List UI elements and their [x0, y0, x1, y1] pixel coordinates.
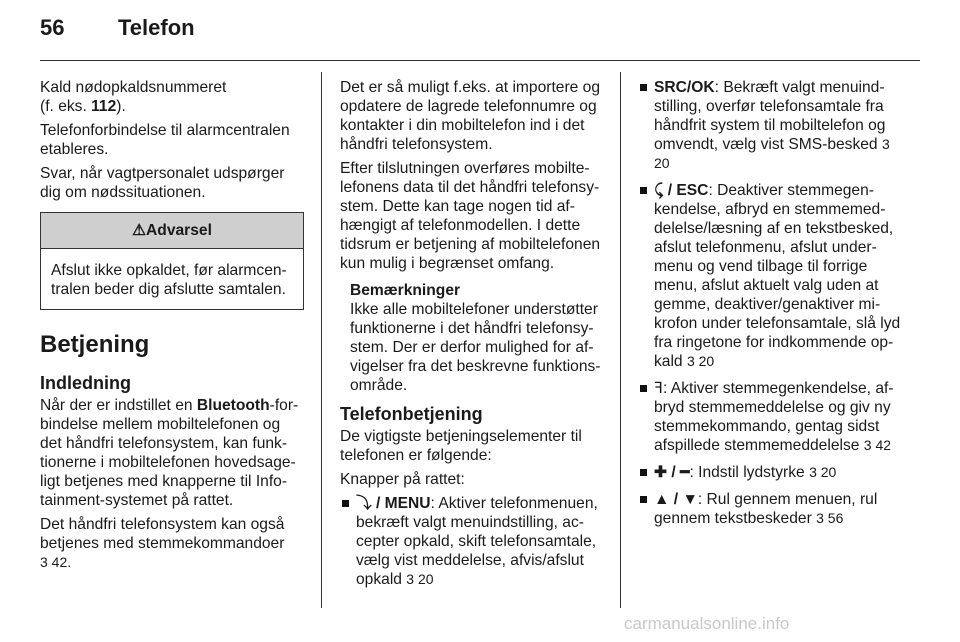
voice-icon: ꟻ: [654, 380, 663, 397]
watermark: carmanualsonline.info: [624, 614, 790, 633]
text: : Bekræft valgt menuind-stilling, overfør telefonsamtale fra håndfrit system til mobiltelefon og omvendt, vælg vist SMS-besked: [654, 79, 886, 153]
page-reference: 3 20: [406, 571, 434, 587]
text: : Aktiver telefonmenuen, bekræft valgt menuindstilling, ac-cepter opkald, skift telefonsamtale, vælg vist meddelelse, afvis/afslut opkald: [356, 495, 598, 588]
column-divider-1: [321, 72, 322, 608]
arrow-up-icon: ▲: [654, 491, 670, 508]
page-number: 56: [40, 15, 65, 40]
text: Det håndfri telefonsystem kan også betjenes med stemmekommandoer: [40, 516, 285, 552]
bullet: [640, 385, 647, 392]
text: : Aktiver stemmegenkendelse, af-bryd stemmemeddelelse og giv ny stemmekommando, gentag sidst afspillede stemmemeddelelse: [654, 380, 894, 454]
column-3: [638, 78, 906, 536]
page-header: [40, 15, 195, 40]
paragraph-emergency-call: [40, 78, 304, 116]
page-reference: 3 42: [863, 437, 892, 453]
page-title: Telefon: [118, 15, 195, 40]
keyword-esc: ESC: [676, 182, 709, 199]
list-item-voice: [638, 379, 906, 455]
warning-title: Advarsel: [146, 222, 212, 239]
list-item-volume: [638, 463, 906, 482]
warning-body: Afslut ikke opkaldet, før alarmcen-tralen beder dig afslutte samtalen.: [51, 262, 287, 298]
paragraph-steering-buttons: Knapper på rattet:: [340, 471, 465, 488]
hangup-icon: ⤹: [654, 182, 664, 199]
text: -for-bindelse mellem mobiltelefonen og det håndfri telefonsystem, kan funk-tionerne i mobiltelefonen hovedsage-ligt betjenes med knapperne til Info-tainment-systemet på rattet.: [40, 397, 299, 509]
paragraph-answer: Svar, når vagtpersonalet udspørger dig om nødssituationen.: [40, 165, 285, 201]
keyword-bluetooth: Bluetooth: [196, 397, 270, 414]
bullet: [342, 500, 349, 507]
separator: /: [667, 464, 681, 481]
keyword-src-ok: SRC/OK: [654, 79, 715, 96]
text: : Rul gennem menuen, rul gennem tekstbeskeder: [654, 491, 878, 527]
paragraph-connection: Telefonforbindelse til alarmcentralen etableres.: [40, 122, 290, 158]
warning-header: [41, 213, 303, 249]
arrow-down-icon: ▼: [682, 491, 698, 508]
header-rule: [40, 60, 920, 61]
page-reference: 3 20: [809, 464, 837, 480]
list-item-esc: [638, 181, 906, 371]
page-reference: 3 42.: [40, 554, 72, 570]
note-body: Ikke alle mobiltelefoner understøtter funktionerne i det håndfri telefonsy-stem. Der er derfor mulighed for af-vigelser fra det beskrevne funktions-område.: [350, 301, 601, 394]
page-reference: 3 20: [686, 353, 715, 369]
list-item-src-ok: [638, 78, 906, 173]
minus-icon: ━: [680, 464, 690, 481]
paragraph-transfer: Efter tilslutningen overføres mobilte-lefonens data til det håndfri telefonsy-stem. Dette kan tage nogen tid af-hængigt af telefonmodellen. I dette tidsrum er betjening af mobiltelefonen kun mulig i begrænset omfang.: [340, 160, 601, 272]
paragraph-bluetooth: [40, 396, 304, 510]
warning-icon: ⚠: [132, 222, 147, 239]
separator: /: [669, 491, 683, 508]
separator: /: [371, 495, 385, 512]
text: : Deaktiver stemmegen-kendelse, afbryd en stemmemed-delelse/læsning af en tekstbesked, afslut telefonmenu, afslut under-menu og vend tilbage til forrige menu, afslut aktuelt valg uden at gemme, deaktiver/genaktiver mi-krofon under telefonsamtale, slå lyd fra ringetone for indkommende op-kald: [654, 182, 901, 370]
note-box: [350, 281, 604, 395]
subsection-heading-intro: Indledning: [40, 373, 131, 393]
list-item-scroll: [638, 490, 906, 528]
list-item-menu: [340, 494, 604, 589]
column-2: [340, 78, 604, 597]
text: Kald nødopkaldsnummeret: [40, 79, 227, 96]
bullet: [640, 84, 647, 91]
bullet: [640, 496, 647, 503]
note-title: Bemærkninger: [350, 282, 461, 299]
paragraph-controls: De vigtigste betjeningselementer til telefonen er følgende:: [340, 428, 582, 464]
paragraph-voice: [40, 515, 304, 572]
column-1: [40, 78, 304, 577]
separator: /: [663, 182, 677, 199]
emergency-number: 112: [91, 98, 117, 115]
page-reference: 3 56: [816, 510, 844, 526]
paragraph-import: Det er så muligt f.eks. at importere og opdatere de lagrede telefonnumre og kontakter i din mobiltelefon ind i det håndfri telefonsystem.: [340, 79, 600, 153]
warning-box: [40, 212, 304, 310]
phone-icon: ⤵: [356, 495, 372, 512]
bullet: [640, 469, 647, 476]
text: (f. eks.: [40, 98, 92, 115]
bullet: [640, 187, 647, 194]
keyword-menu: MENU: [384, 495, 431, 512]
section-heading: Betjening: [40, 331, 150, 358]
page-reference: 3 20: [654, 136, 890, 171]
plus-icon: ✚: [654, 464, 668, 481]
text: : Indstil lydstyrke: [689, 464, 810, 481]
column-divider-2: [620, 72, 621, 608]
subsection-heading-phone-operation: Telefonbetjening: [340, 404, 483, 424]
text: ).: [116, 98, 126, 115]
text: Når der er indstillet en: [40, 397, 197, 414]
